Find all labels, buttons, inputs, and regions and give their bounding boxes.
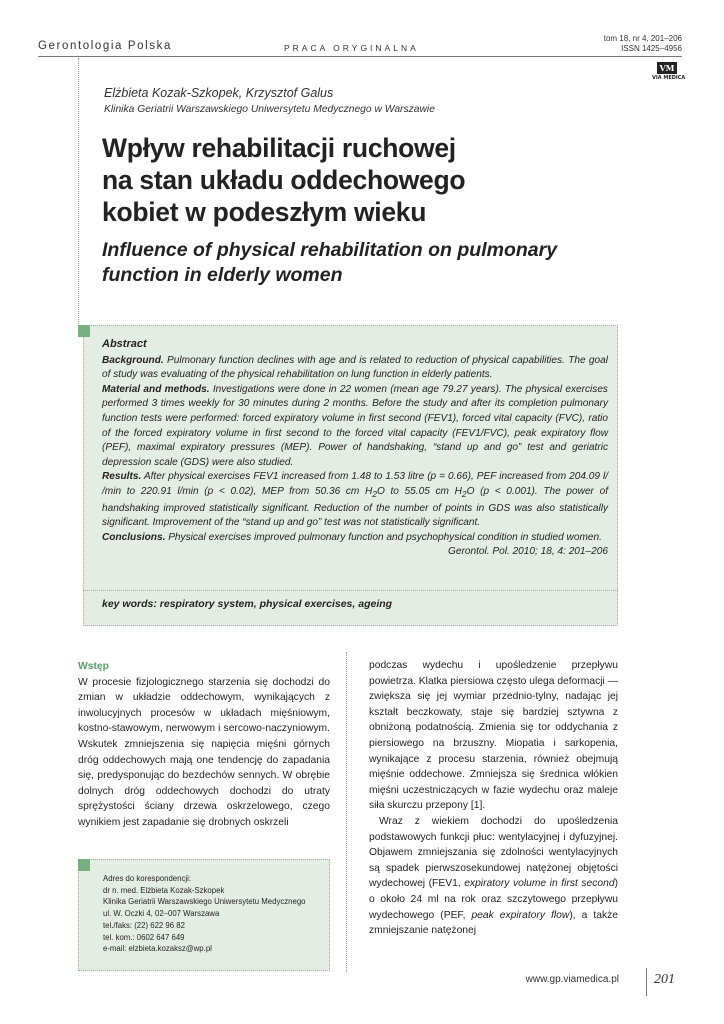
paragraph-text: Wraz z wiekiem dochodzi do upośledzenia podstawowych funkcji płuc: wentylacyjnej i dyfuzyjnej. Objawem zmniejszania się zdolności wentylacyjnych są spadek pierwszosekundowej natężonej objętości wydechowej (FEV1,: [369, 815, 618, 890]
results-text: O to 55.05 cm H: [376, 485, 462, 497]
publisher-logo: [652, 62, 686, 81]
abstract-methods: [102, 383, 608, 471]
logo-mark: VM: [657, 62, 677, 74]
background-label: Background.: [102, 354, 164, 366]
methods-label: Material and methods.: [102, 383, 210, 395]
abstract-heading: Abstract: [102, 338, 147, 350]
authors: Elżbieta Kozak-Szkopek, Krzysztof Galus: [104, 86, 334, 100]
body-column-right: [369, 658, 618, 939]
paragraph-emphasis: expiratory volume in first second: [464, 878, 615, 890]
body-column-left: [78, 659, 330, 831]
correspondence-marker: [78, 859, 90, 871]
title-line: function in elderly women: [102, 264, 343, 286]
correspondence-line: ul. W. Oczki 4, 02–007 Warszawa: [103, 909, 220, 919]
correspondence-line: tel./faks: (22) 622 96 82: [103, 920, 185, 930]
journal-name: Gerontologia Polska: [38, 40, 172, 52]
section-heading: Wstęp: [78, 661, 109, 672]
footer-url[interactable]: www.gp.viamedica.pl: [525, 974, 619, 985]
correspondence-line: dr n. med. Elżbieta Kozak-Szkopek: [103, 885, 225, 895]
subscript: 2: [461, 488, 467, 499]
paragraph-text: ) o około 24 ml na rok oraz szczytowego przepływu wydechowego (PEF,: [369, 878, 618, 921]
logo-text: VIA MEDICA: [652, 75, 686, 81]
paragraph-emphasis: peak expiratory flow: [471, 909, 570, 921]
results-text: O (p < 0.001). The power of handshaking improved statistically significant. Reduction of the number of points in GDS was also statistically significant. Improvement of the “stand up and go” test was not statistically significant.: [102, 485, 608, 529]
results-text: After physical exercises FEV1 increased from 1.48 to 1.53 litre (p = 0.66), PEF increased from 204.09 l/ /min to 220.91 l/min (p < 0.02), MEP from 50.36 cm H: [102, 471, 609, 497]
correspondence-email[interactable]: e-mail: elzbieta.kozaksz@wp.pl: [103, 944, 212, 954]
abstract-divider: [83, 590, 618, 591]
abstract-results: [102, 470, 608, 530]
correspondence-line: Adres do korespondencji:: [103, 874, 191, 883]
conclusions-text: Physical exercises improved pulmonary function and psychophysical condition in studied women.: [168, 531, 602, 543]
paragraph: W procesie fizjologicznego starzenia się dochodzi do zmian w układzie oddechowym, wynikających z inwolucyjnych procesów w układach mięśniowym, kostno-stawowym, nerwowym i sercowo-naczyniowym. Wskutek zmniejszenia się napięcia mięśni górnych dróg oddechowych mają one tendencję do zapadania się, predysponując do bezdechów sennych. W obrębie dolnych dróg oddechowych dochodzi do utraty sprężystości ściany drzewa oskrzelowego, czego wynikiem jest zapadanie się drobnych oskrzeli: [78, 676, 330, 828]
citation: Gerontol. Pol. 2010; 18, 4: 201–206: [448, 546, 608, 558]
title-english: [102, 238, 632, 288]
correspondence-line: tel. kom.: 0602 647 649: [103, 932, 185, 942]
issue-info: [604, 34, 682, 54]
issue-issn: ISSN 1425–4956: [621, 44, 682, 53]
title-line: Influence of physical rehabilitation on pulmonary: [102, 239, 558, 261]
keywords: key words: respiratory system, physical exercises, ageing: [102, 598, 393, 610]
footer-divider: [646, 968, 647, 996]
background-text: Pulmonary function declines with age and is related to reduction of physical capabilities. The goal of study was evaluating of the physical rehabilitation on lung function in elderly patients.: [102, 354, 608, 381]
header-rule: [38, 56, 682, 57]
issue-volume: tom 18, nr 4, 201–206: [603, 34, 682, 43]
title-line: Wpływ rehabilitacji ruchowej: [102, 133, 456, 163]
correspondence-line: Klinika Geriatrii Warszawskiego Uniwersytetu Medycznego: [103, 897, 306, 907]
abstract: [102, 337, 608, 560]
column-divider: [346, 652, 347, 972]
subscript: 2: [372, 488, 377, 499]
conclusions-label: Conclusions.: [102, 531, 166, 543]
paragraph-text: ), a także zmniejszanie natężonej: [369, 909, 618, 937]
paragraph: [369, 814, 618, 939]
abstract-marker: [78, 325, 90, 337]
title-polish: [102, 132, 622, 228]
methods-text: Investigations were done in 22 women (mean age 79.27 years). The physical exercises performed 3 times weekly for 30 minutes during 2 months. Before the study and after its completion pulmonary function tests were performed: forced expiratory volume in first second (FEV1), forced vital capacity (FVC), ratio of the forced expiratory volume in first second to the forced vital capacity (FEV1/FVC), peak expiratory flow (PEF), maximal expiratory pressures (MEP). Power of handshaking, “stand up and go” test and geriatric depression scale (GDS) were also studied.: [102, 383, 608, 468]
results-label: Results.: [102, 471, 142, 483]
abstract-conclusions: [102, 531, 608, 546]
paragraph: podczas wydechu i upośledzenie przepływu powietrza. Klatka piersiowa często ulega deformacji — zwiększa się jej wymiar przednio-tylny, nadając jej kształt beczkowaty, staje się bardziej sztywna z obniżoną podatnością. Zmienia się tor oddychania z piersiowego na brzuszny. Miopatia i sarkopenia, wynikające z procesu starzenia, również obejmują mięśnie oddechowe. Zmniejsza się średnica włókien mięśni uczestniczących w fazie wydechu oraz maleje siła skurczu przepony [1].: [369, 660, 618, 812]
title-line: na stan układu oddechowego: [102, 165, 466, 195]
article-type: PRACA ORYGINALNA: [284, 43, 419, 53]
affiliation: Klinika Geriatrii Warszawskiego Uniwersytetu Medycznego w Warszawie: [104, 104, 435, 115]
page-number: 201: [654, 972, 675, 987]
correspondence: [103, 873, 306, 955]
abstract-background: [102, 354, 608, 383]
title-line: kobiet w podeszłym wieku: [102, 197, 427, 227]
margin-rule: [78, 58, 79, 324]
